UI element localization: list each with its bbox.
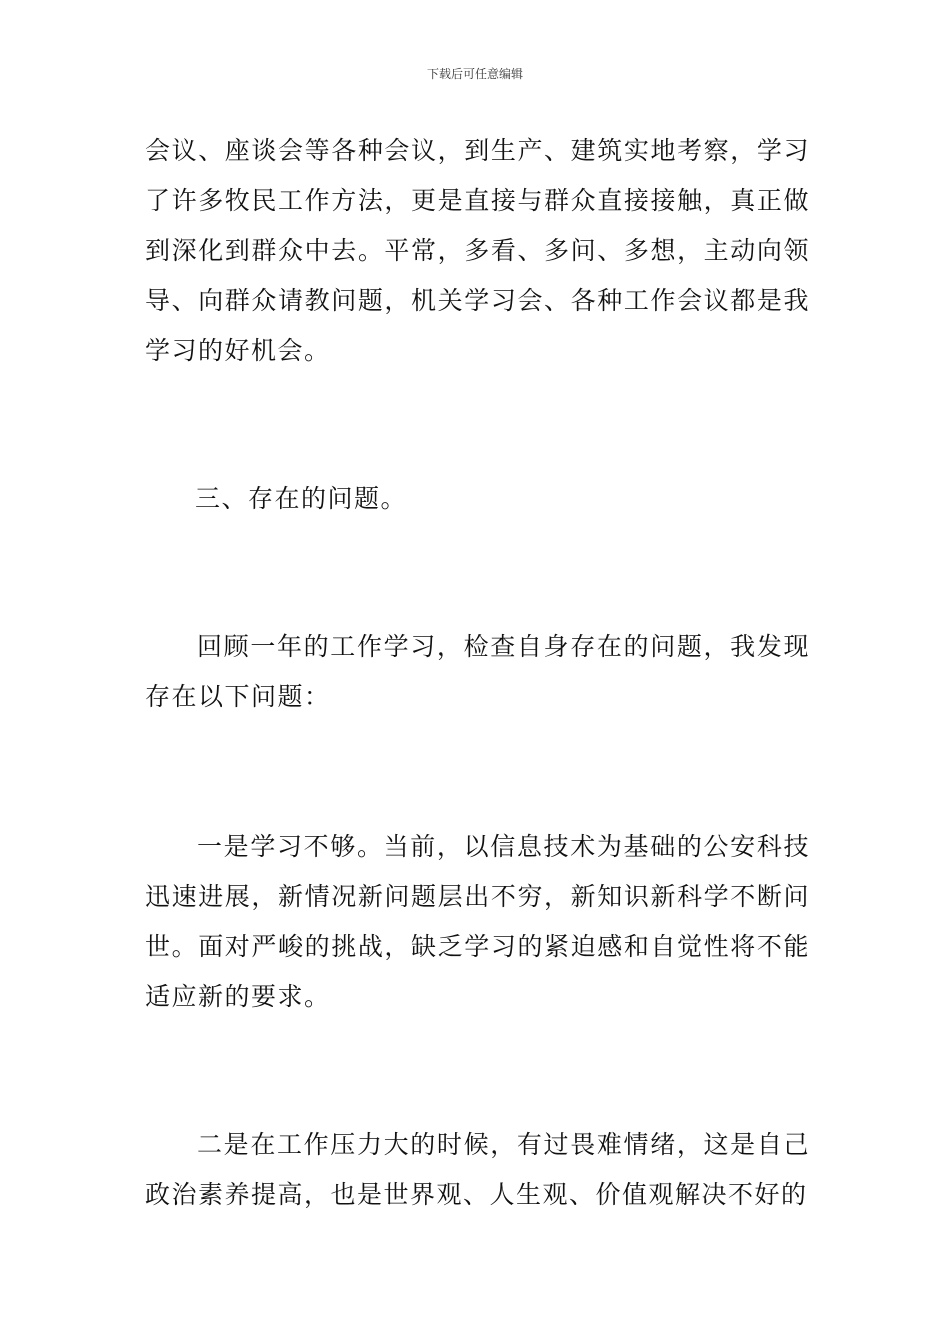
paragraph-continued: 会议、座谈会等各种会议，到生产、建筑实地考察，学习了许多牧民工作方法，更是直接与群众直接接触，真正做到深化到群众中去。平常，多看、多问、多想，主动向领导、向群众请教问题，机关学习会、各种工作会议都是我学习的好机会。 <box>145 136 810 365</box>
section-heading: 三、存在的问题。 <box>195 484 408 513</box>
page-header-note: 下载后可任意编辑 <box>426 67 523 81</box>
paragraph-point-2: 二是在工作压力大的时候，有过畏难情绪，这是自己政治素养提高，也是世界观、人生观、价值观解决不好的 <box>145 1130 810 1209</box>
paragraph-point-1: 一是学习不够。当前，以信息技术为基础的公安科技迅速进展，新情况新问题层出不穷，新知识新科学不断问世。面对严峻的挑战，缺乏学习的紧迫感和自觉性将不能适应新的要求。 <box>145 832 810 1011</box>
paragraph-review: 回顾一年的工作学习，检查自身存在的问题，我发现存在以下问题： <box>145 632 810 711</box>
